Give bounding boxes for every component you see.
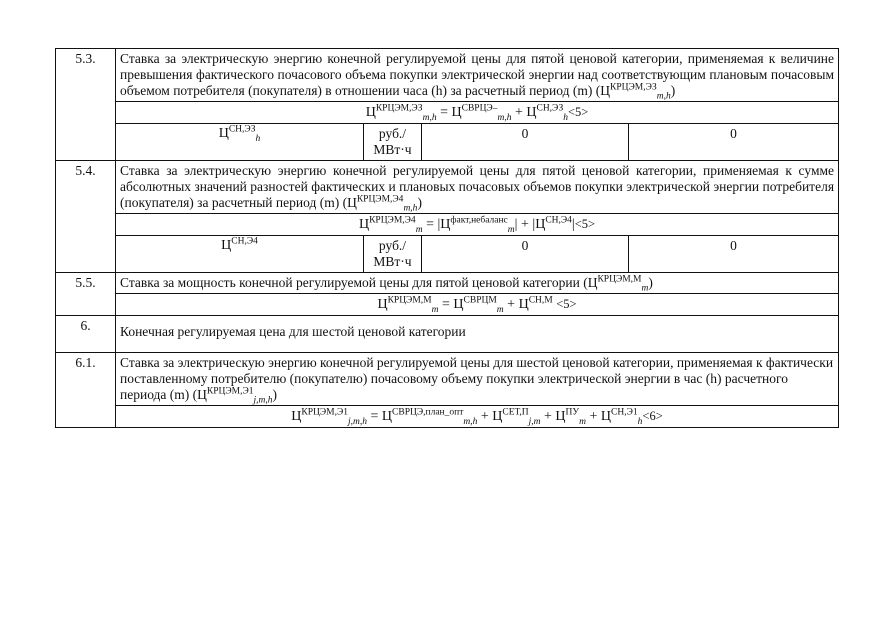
table-row <box>56 316 839 353</box>
rate-symbol: $Ц^{КРЦЭМ,ЭЗ}_{m,h}$ <box>600 82 671 102</box>
row-number: 5.3. <box>56 49 116 161</box>
value-cell: 0 <box>422 236 629 273</box>
tariff-table <box>55 48 839 428</box>
row-description: Конечная регулируемая цена для шестой ценовой категории <box>116 316 839 353</box>
table-row <box>56 273 839 294</box>
description-text: Ставка за электрическую энергию конечной регулируемой цены для пятой ценовой категории, применяемая к сумме абсолютных значений разностей фактических и плановых почасовых объемов покупки электрической энергии потребителя (покупателя) за расчетный период (m) <box>120 163 835 210</box>
formula: $Ц^{КРЦЭМ,Э4}_m = |Ц^{факт,небаланс}_m| + |Ц^{СН,Э4}|<5>$ <box>116 214 839 236</box>
formula: $Ц^{КРЦЭМ,ЭЗ}_{m,h} = Ц^{СВРЦЭ-}_{m,h} + Ц^{СН,ЭЗ}_h<5>$ <box>116 102 839 124</box>
description-text: Ставка за мощность конечной регулируемой цены для пятой ценовой категории <box>120 275 580 290</box>
table-row <box>56 236 839 273</box>
formula: $Ц^{КРЦЭМ,М}_m = Ц^{СВРЦМ}_m + Ц^{СН,М} <5>$ <box>116 294 839 316</box>
row-number: 6. <box>56 316 116 353</box>
table-row <box>56 102 839 124</box>
table-row <box>56 353 839 406</box>
row-description: Ставка за мощность конечной регулируемой цены для пятой ценовой категории $(Ц^{КРЦЭМ,М}_m)$ <box>116 273 839 294</box>
parameter-symbol: $Ц^{СН,Э4}$ <box>116 236 364 273</box>
description-text: Ставка за электрическую энергию конечной регулируемой цены для пятой ценовой категории, применяемая к величине превышения фактического почасового объема покупки электрической энергии над соответствующим плановым почасовым объемом потребителя (покупателя) в отношении часа (h) за расчетный период (m) <box>120 51 835 98</box>
parameter-symbol: $Ц^{СН,ЭЗ}_h$ <box>116 124 364 161</box>
rate-symbol: $Ц^{КРЦЭМ,М}_m$ <box>587 274 649 294</box>
value-cell: 0 <box>422 124 629 161</box>
row-description: Ставка за электрическую энергию конечной регулируемой цены для шестой ценовой категории, применяемая к фактически поставленному потребителю (покупателю) почасовому объему покупки электрической энергии в час (h) расчетного периода (m) $(Ц^{КРЦЭМ,Э1}_{j,m,h})$ <box>116 353 839 406</box>
value-cell: 0 <box>629 236 839 273</box>
rate-symbol: $Ц^{КРЦЭМ,Э4}_{m,h}$ <box>347 194 418 214</box>
rate-symbol: $Ц^{КРЦЭМ,Э1}_{j,m,h}$ <box>197 386 273 406</box>
table-row <box>56 161 839 214</box>
description-text: Ставка за электрическую энергию конечной регулируемой цены для шестой ценовой категории, применяемая к фактически поставленному потребителю (покупателю) почасовому объему покупки электрической энергии в час (h) расчетного периода (m) <box>120 355 834 402</box>
table-row <box>56 49 839 102</box>
unit-cell: руб./ МВт·ч <box>364 236 422 273</box>
table-row <box>56 406 839 428</box>
table-row <box>56 214 839 236</box>
formula: $Ц^{КРЦЭМ,Э1}_{j,m,h} = Ц^{СВРЦЭ,план\_опт}_{m,h} + Ц^{СЕТ,П}_{j,m} + Ц^{ПУ}_m + Ц^{СН,Э1}_h<6>$ <box>116 406 839 428</box>
row-number: 5.5. <box>56 273 116 316</box>
row-number: 6.1. <box>56 353 116 428</box>
unit-cell: руб./ МВт·ч <box>364 124 422 161</box>
table-row <box>56 294 839 316</box>
row-description: Ставка за электрическую энергию конечной регулируемой цены для пятой ценовой категории, применяемая к величине превышения фактического почасового объема покупки электрической энергии над соответствующим плановым почасовым объемом потребителя (покупателя) в отношении часа (h) за расчетный период (m) $(Ц^{КРЦЭМ,ЭЗ}_{m,h})$ <box>116 49 839 102</box>
table-row <box>56 124 839 161</box>
value-cell: 0 <box>629 124 839 161</box>
row-description: Ставка за электрическую энергию конечной регулируемой цены для пятой ценовой категории, применяемая к сумме абсолютных значений разностей фактических и плановых почасовых объемов покупки электрической энергии потребителя (покупателя) за расчетный период (m) $(Ц^{КРЦЭМ,Э4}_{m,h})$ <box>116 161 839 214</box>
row-number: 5.4. <box>56 161 116 273</box>
